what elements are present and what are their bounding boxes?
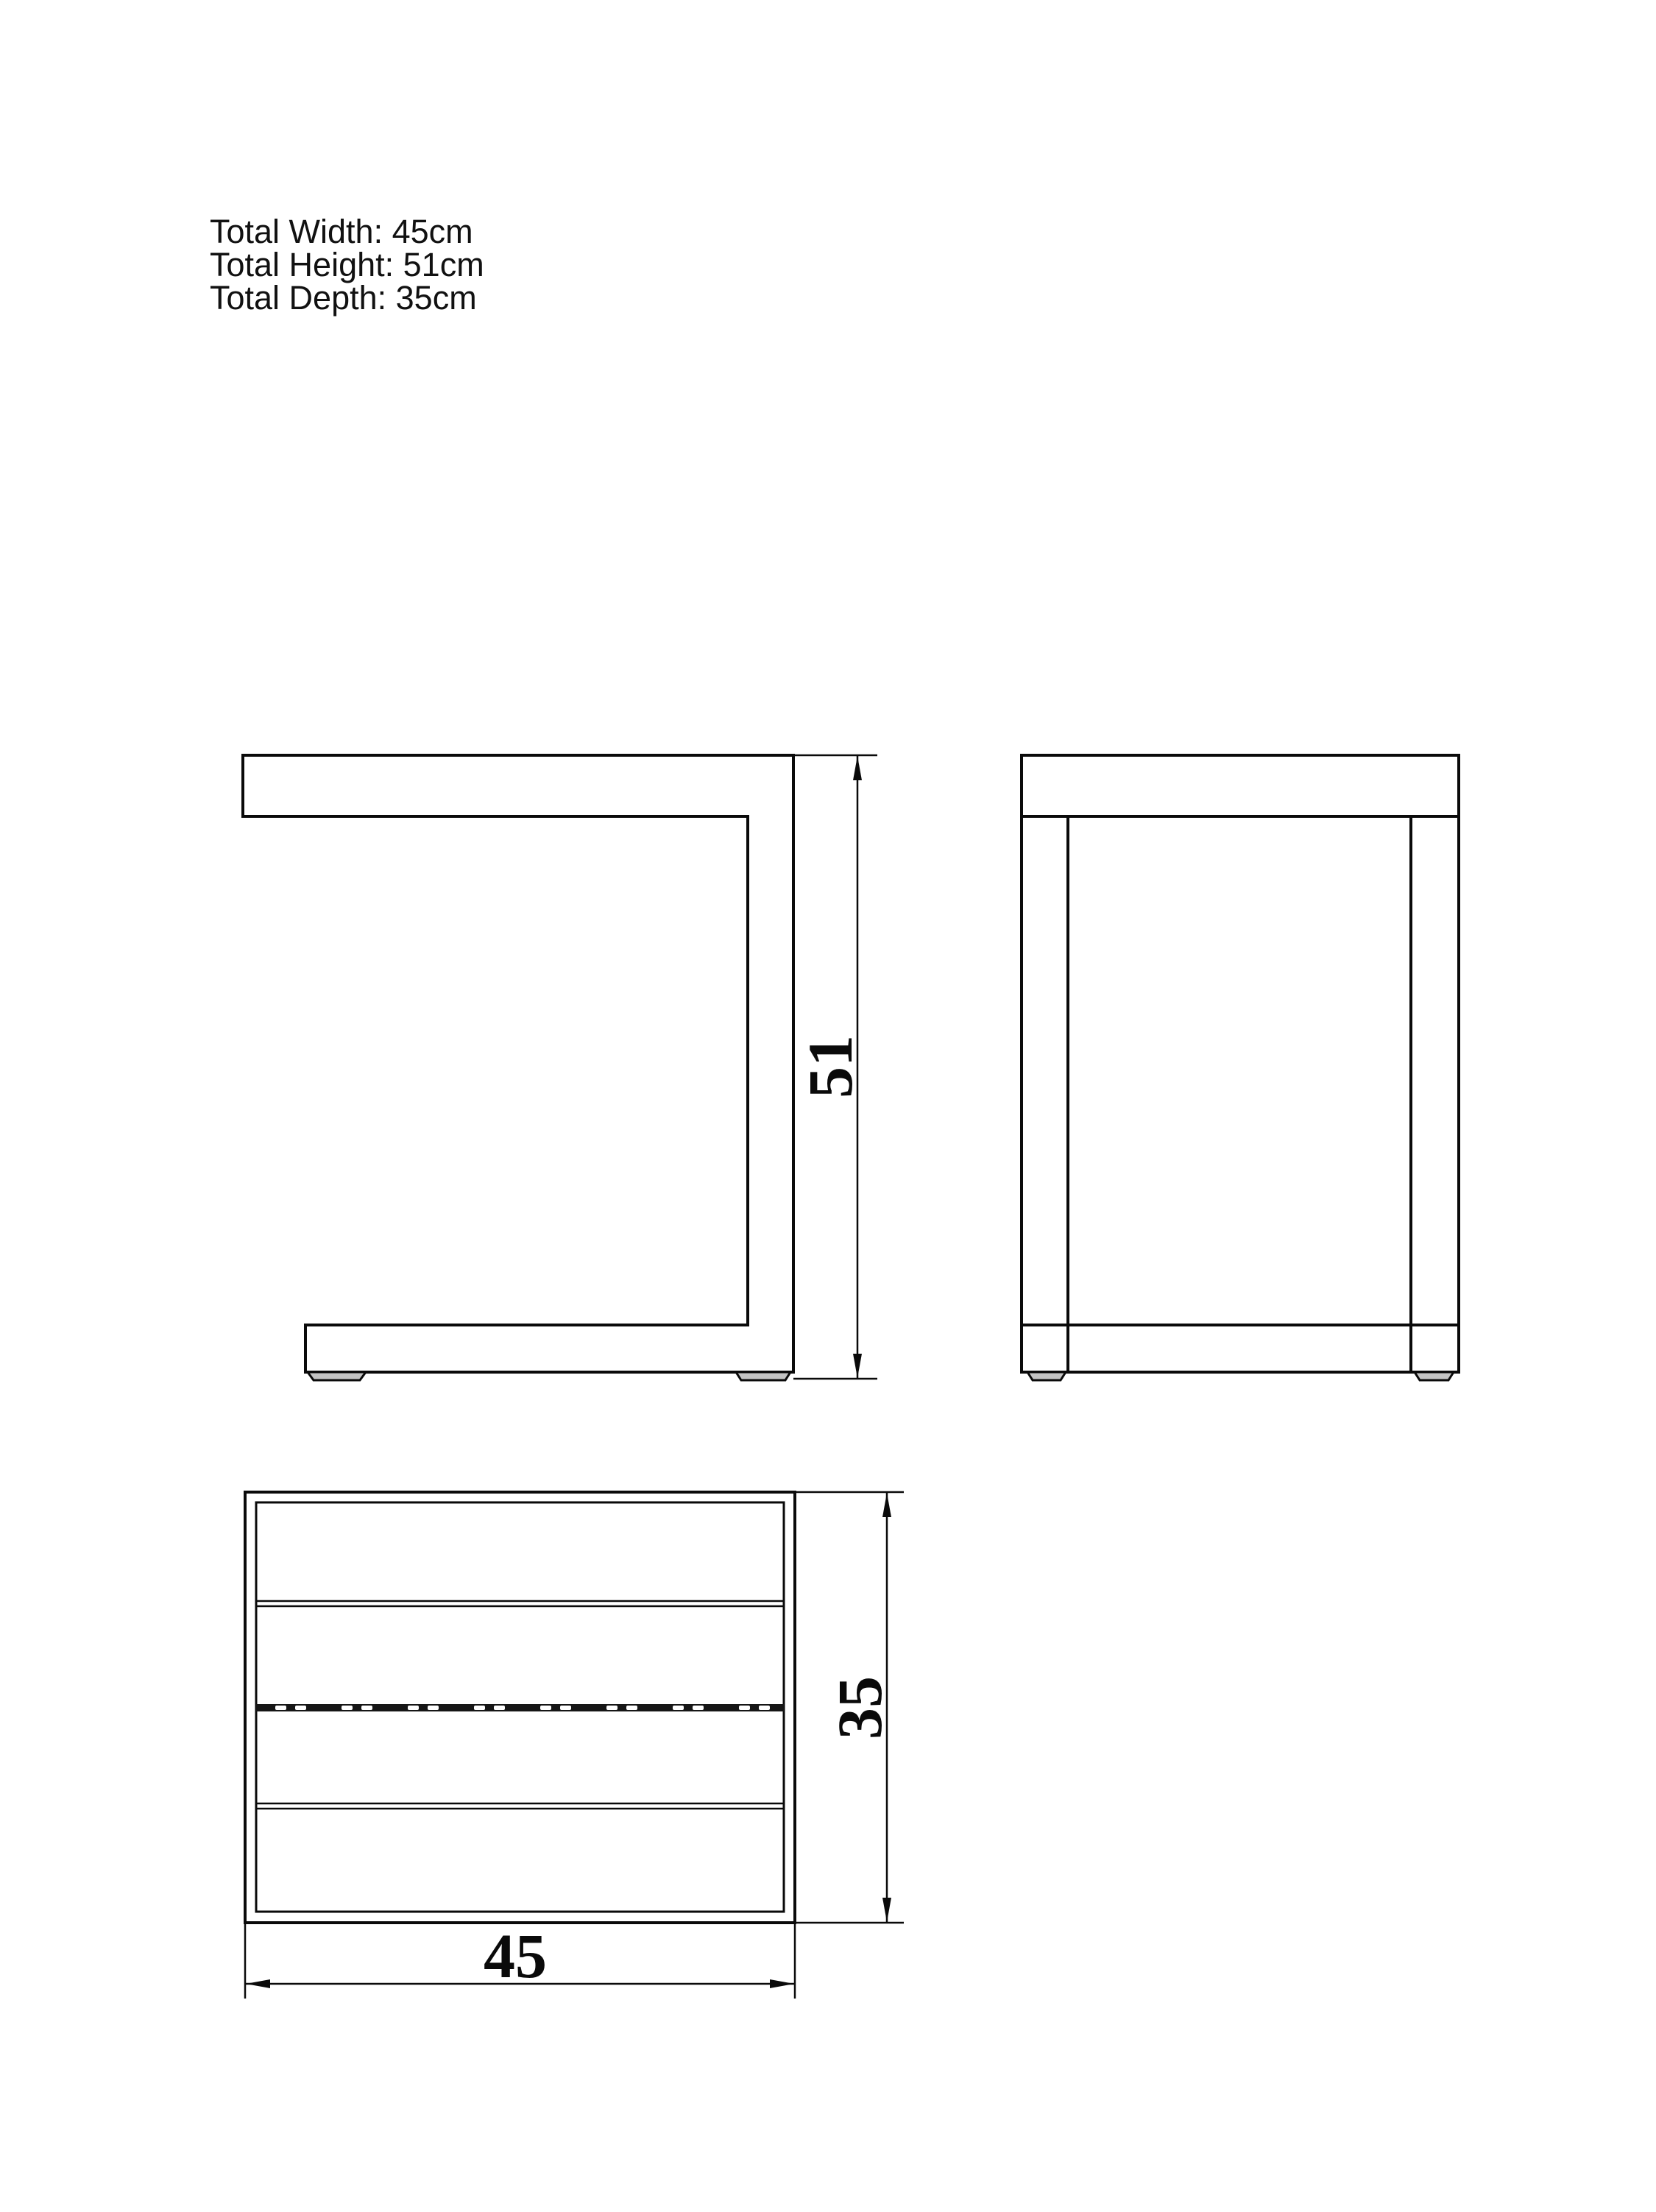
width-dimension-label: 45 bbox=[484, 1921, 547, 1991]
front-right-foot bbox=[736, 1372, 790, 1380]
front-left-foot bbox=[308, 1372, 366, 1380]
total-height-text: Total Height: 51cm bbox=[210, 246, 484, 283]
total-depth-text: Total Depth: 35cm bbox=[210, 279, 477, 317]
side-left-foot bbox=[1027, 1372, 1066, 1380]
height-dimension-label: 51 bbox=[795, 1035, 866, 1098]
side-right-foot bbox=[1415, 1372, 1454, 1380]
spec-text-block bbox=[210, 213, 484, 317]
hinge-band bbox=[256, 1704, 784, 1711]
depth-dimension-label: 35 bbox=[824, 1676, 895, 1739]
center-hinge-strip bbox=[256, 1704, 784, 1711]
total-width-text: Total Width: 45cm bbox=[210, 213, 473, 250]
